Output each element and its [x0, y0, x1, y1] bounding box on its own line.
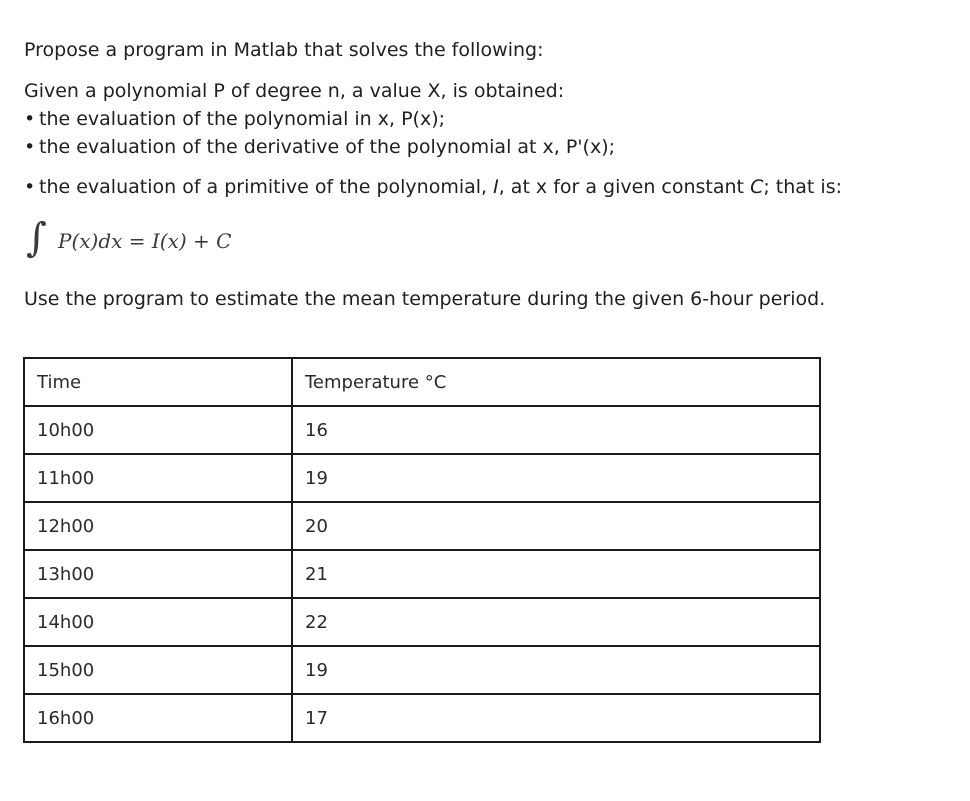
time-cell: 13h00: [24, 550, 292, 598]
header-temperature: Temperature °C: [292, 358, 820, 406]
time-cell: 16h00: [24, 694, 292, 742]
bullet-text: the evaluation of the polynomial in x, P(x);: [39, 108, 446, 130]
given-statement: Given a polynomial P of degree n, a value X, is obtained:: [24, 80, 565, 102]
table-row: [24, 694, 820, 742]
bullet-icon: •: [24, 176, 36, 198]
table-header-row: [24, 358, 820, 406]
primitive-symbol: I: [493, 176, 499, 198]
temperature-cell: 20: [292, 502, 820, 550]
temperature-table: [23, 357, 821, 743]
table-row: [24, 502, 820, 550]
instruction-text: Use the program to estimate the mean temperature during the given 6-hour period.: [24, 288, 826, 310]
table-row: [24, 454, 820, 502]
time-cell: 14h00: [24, 598, 292, 646]
question-heading: Propose a program in Matlab that solves the following:: [24, 39, 544, 61]
bullet-item: [24, 105, 944, 133]
bullet-icon: •: [24, 136, 36, 158]
time-cell: 11h00: [24, 454, 292, 502]
formula-expression: P(x)dx = I(x) + C: [58, 229, 232, 253]
question-text: [24, 36, 944, 313]
table-row: [24, 646, 820, 694]
time-cell: 12h00: [24, 502, 292, 550]
integral-formula: [24, 215, 944, 271]
time-cell: 10h00: [24, 406, 292, 454]
constant-symbol: C: [750, 176, 764, 198]
temperature-cell: 16: [292, 406, 820, 454]
temperature-cell: 22: [292, 598, 820, 646]
temperature-cell: 17: [292, 694, 820, 742]
bullet-item: [24, 173, 944, 201]
header-time: Time: [24, 358, 292, 406]
bullet-item: [24, 133, 944, 161]
bullet-icon: •: [24, 108, 36, 130]
bullet-text-part: ; that is:: [763, 176, 842, 198]
bullet-text: the evaluation of the derivative of the polynomial at x, P'(x);: [39, 136, 616, 158]
time-cell: 15h00: [24, 646, 292, 694]
bullet-text-part: , at x for a given constant: [498, 176, 751, 198]
table-row: [24, 406, 820, 454]
temperature-cell: 19: [292, 646, 820, 694]
table-row: [24, 598, 820, 646]
table-row: [24, 550, 820, 598]
integral-sign: ∫: [26, 215, 47, 261]
temperature-cell: 21: [292, 550, 820, 598]
bullet-text-part: the evaluation of a primitive of the polynomial,: [39, 176, 494, 198]
temperature-cell: 19: [292, 454, 820, 502]
